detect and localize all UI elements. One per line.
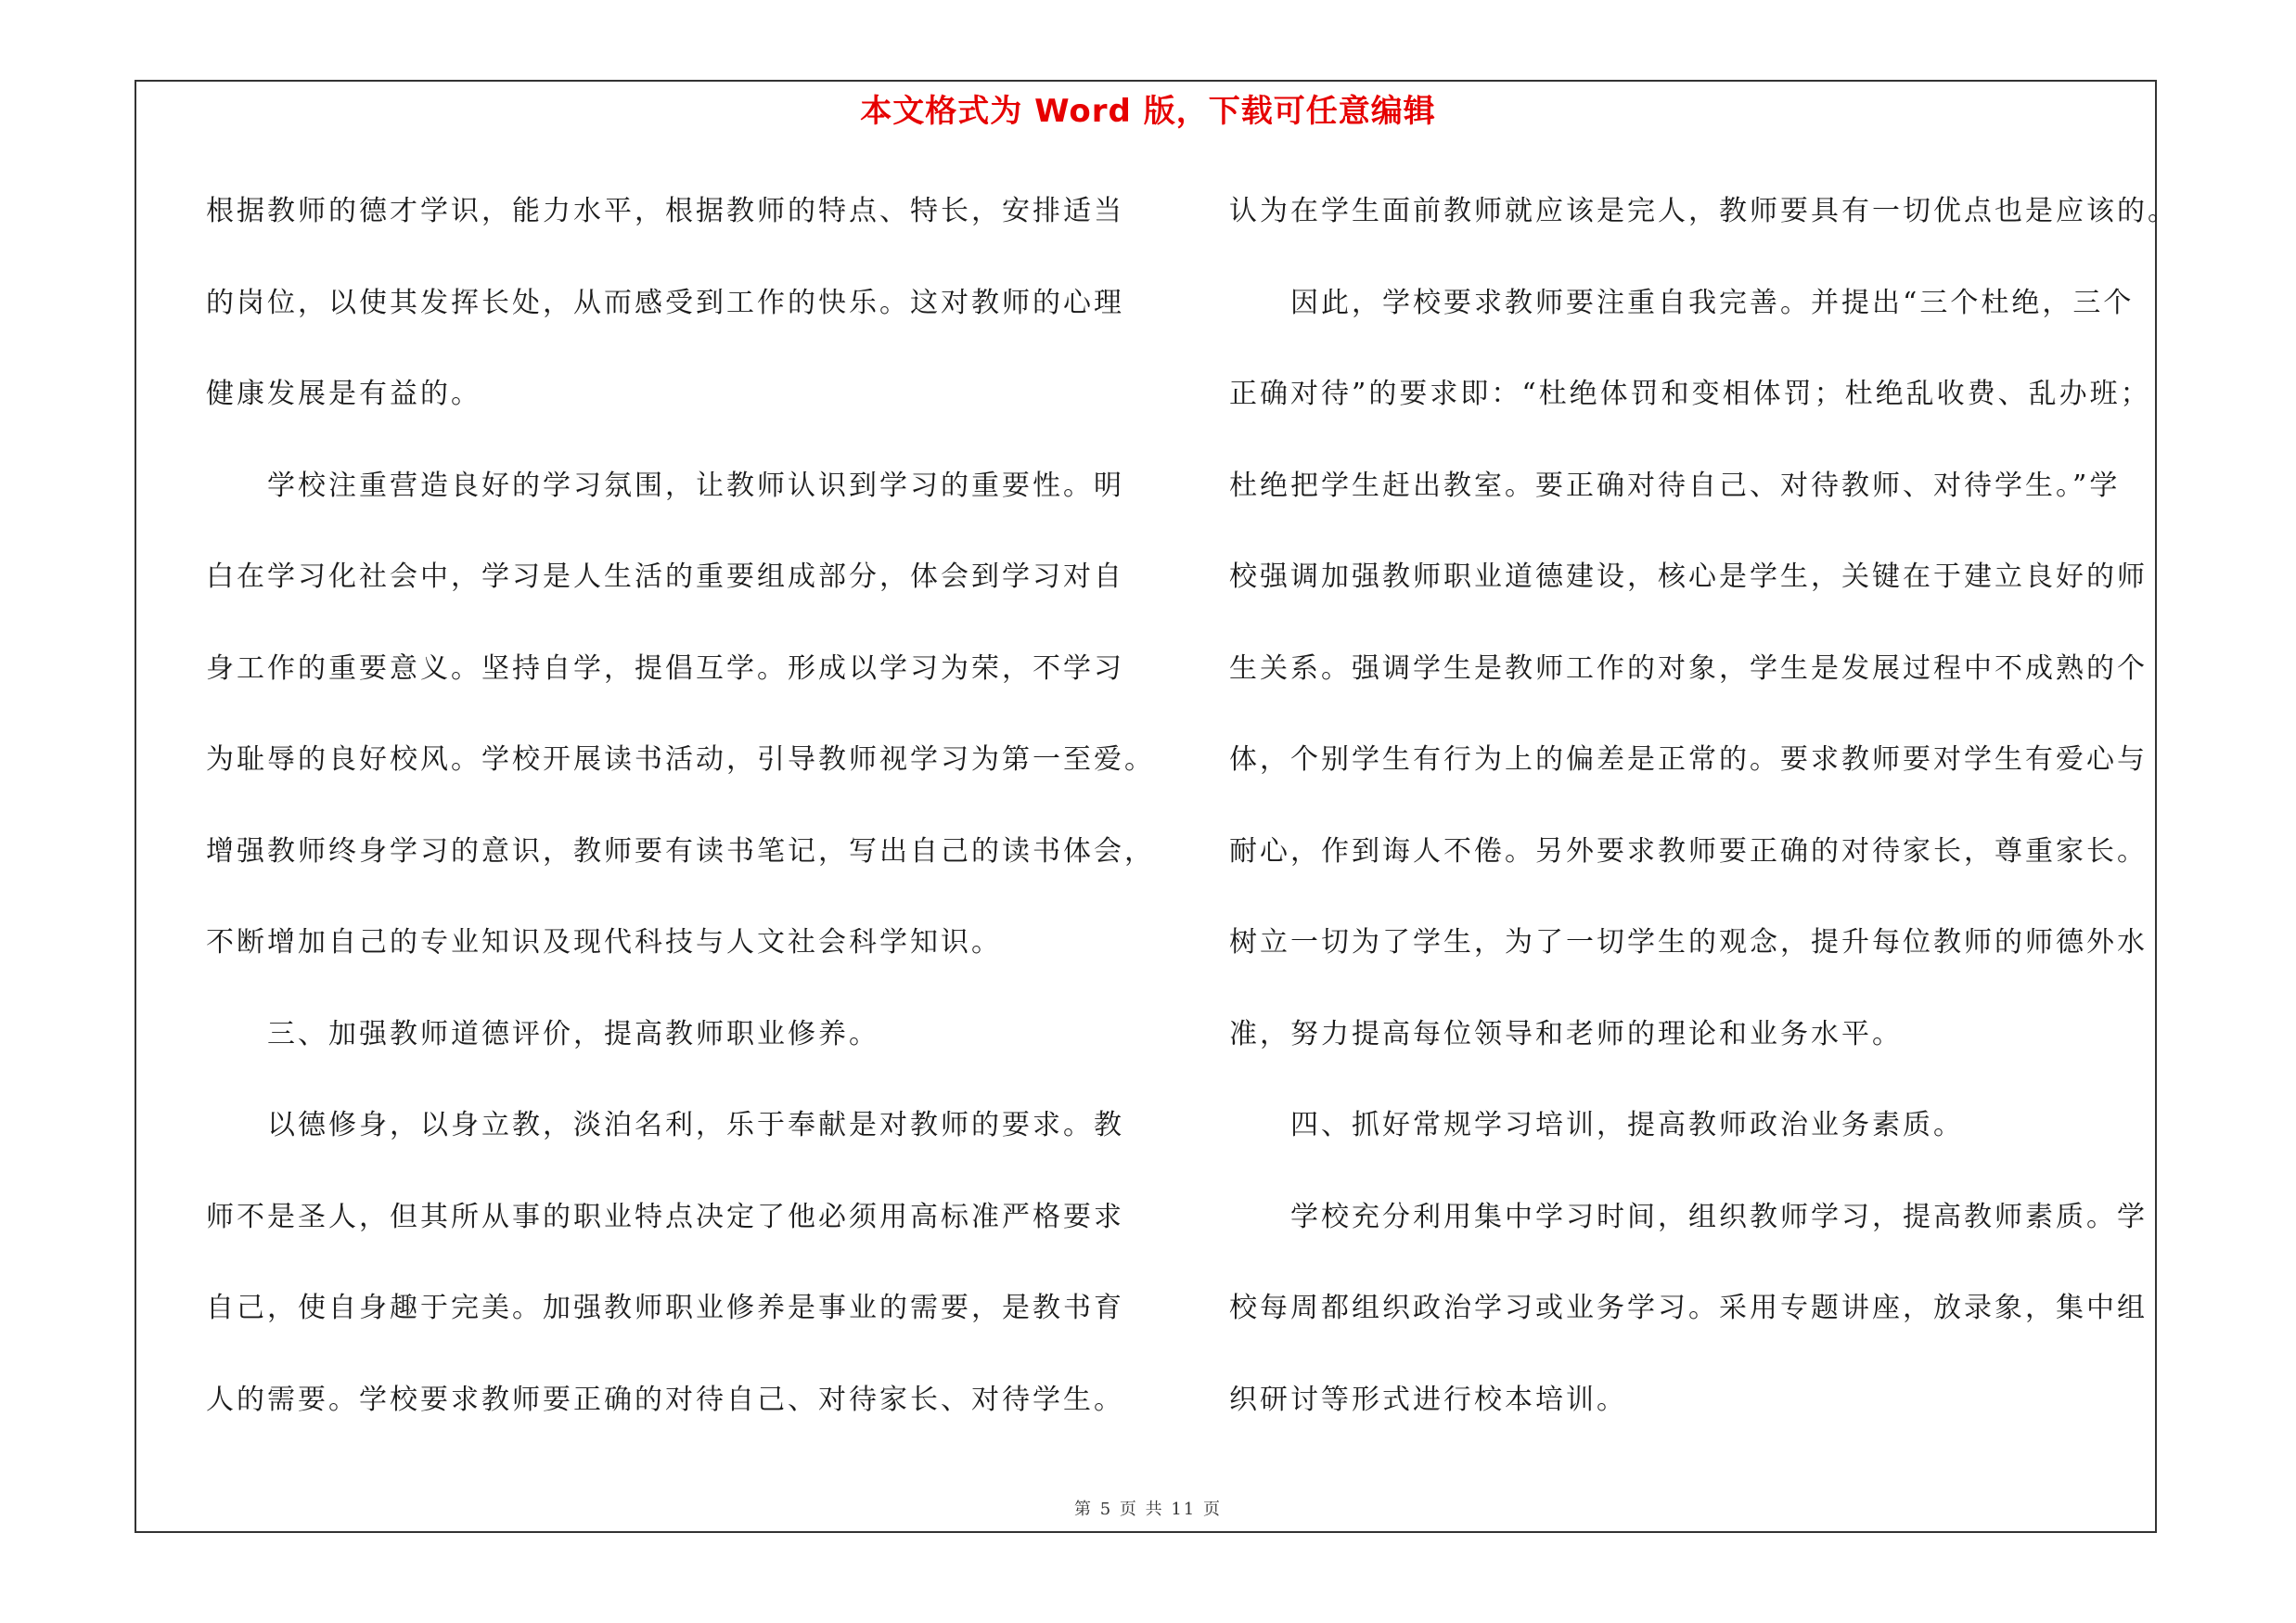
paragraph-line: 自己，使自身趣于完美。加强教师职业修养是事业的需要，是教书育 [206, 1292, 1124, 1324]
paragraph-line: 增强教师终身学习的意识，教师要有读书笔记，写出自己的读书体会， [206, 834, 1155, 868]
paragraph-line: 耐心，作到诲人不倦。另外要求教师要正确的对待家长，尊重家长。 [1229, 834, 2148, 868]
paragraph-line: 杜绝把学生赶出教室。要正确对待自己、对待教师、对待学生。”学 [1229, 469, 2121, 502]
paragraph-line: 织研讨等形式进行校本培训。 [1229, 1383, 1627, 1416]
paragraph-line: 生关系。强调学生是教师工作的对象，学生是发展过程中不成熟的个 [1229, 651, 2148, 685]
section-heading: 四、抓好常规学习培训，提高教师政治业务素质。 [1290, 1109, 1964, 1141]
paragraph-line: 学校注重营造良好的学习氛围，让教师认识到学习的重要性。明 [267, 469, 1124, 502]
paragraph-line: 准，努力提高每位领导和老师的理论和业务水平。 [1229, 1017, 1903, 1050]
paragraph-line: 以德修身，以身立教，淡泊名利，乐于奉献是对教师的要求。教 [267, 1109, 1124, 1141]
paragraph-line: 校每周都组织政治学习或业务学习。采用专题讲座，放录象，集中组 [1229, 1292, 2148, 1324]
section-heading: 三、加强教师道德评价，提高教师职业修养。 [267, 1017, 879, 1050]
paragraph-line: 健康发展是有益的。 [206, 378, 481, 410]
page-number-footer: 第 5 页 共 11 页 [1074, 1500, 1222, 1519]
paragraph-line: 不断增加自己的专业知识及现代科技与人文社会科学知识。 [206, 926, 1002, 959]
paragraph-line: 因此，学校要求教师要注重自我完善。并提出“三个杜绝，三个 [1290, 286, 2135, 319]
paragraph-line: 的岗位，以使其发挥长处，从而感受到工作的快乐。这对教师的心理 [206, 286, 1124, 319]
paragraph-line: 根据教师的德才学识，能力水平，根据教师的特点、特长，安排适当 [206, 195, 1124, 227]
paragraph-line: 白在学习化社会中，学习是人生活的重要组成部分，体会到学习对自 [206, 560, 1124, 593]
paragraph-line: 正确对待”的要求即：“杜绝体罚和变相体罚；杜绝乱收费、乱办班； [1229, 378, 2151, 410]
paragraph-line: 校强调加强教师职业道德建设，核心是学生，关键在于建立良好的师 [1229, 560, 2148, 593]
paragraph-line: 认为在学生面前教师就应该是完人，教师要具有一切优点也是应该的。 [1229, 195, 2178, 227]
paragraph-line: 为耻辱的良好校风。学校开展读书活动，引导教师视学习为第一至爱。 [206, 743, 1155, 776]
paragraph-line: 体，个别学生有行为上的偏差是正常的。要求教师要对学生有爱心与 [1229, 743, 2148, 776]
left-text-column [206, 186, 1155, 1465]
paragraph-line: 身工作的重要意义。坚持自学，提倡互学。形成以学习为荣，不学习 [206, 651, 1124, 685]
paragraph-line: 树立一切为了学生，为了一切学生的观念，提升每位教师的师德外水 [1229, 926, 2148, 959]
right-text-column [1229, 186, 2194, 1465]
paragraph-line: 师不是圣人，但其所从事的职业特点决定了他必须用高标准严格要求 [206, 1200, 1124, 1233]
paragraph-line: 学校充分利用集中学习时间，组织教师学习，提高教师素质。学 [1290, 1200, 2148, 1233]
paragraph-line: 人的需要。学校要求教师要正确的对待自己、对待家长、对待学生。 [206, 1383, 1124, 1416]
word-format-banner: 本文格式为 Word 版，下载可任意编辑 [860, 93, 1436, 130]
